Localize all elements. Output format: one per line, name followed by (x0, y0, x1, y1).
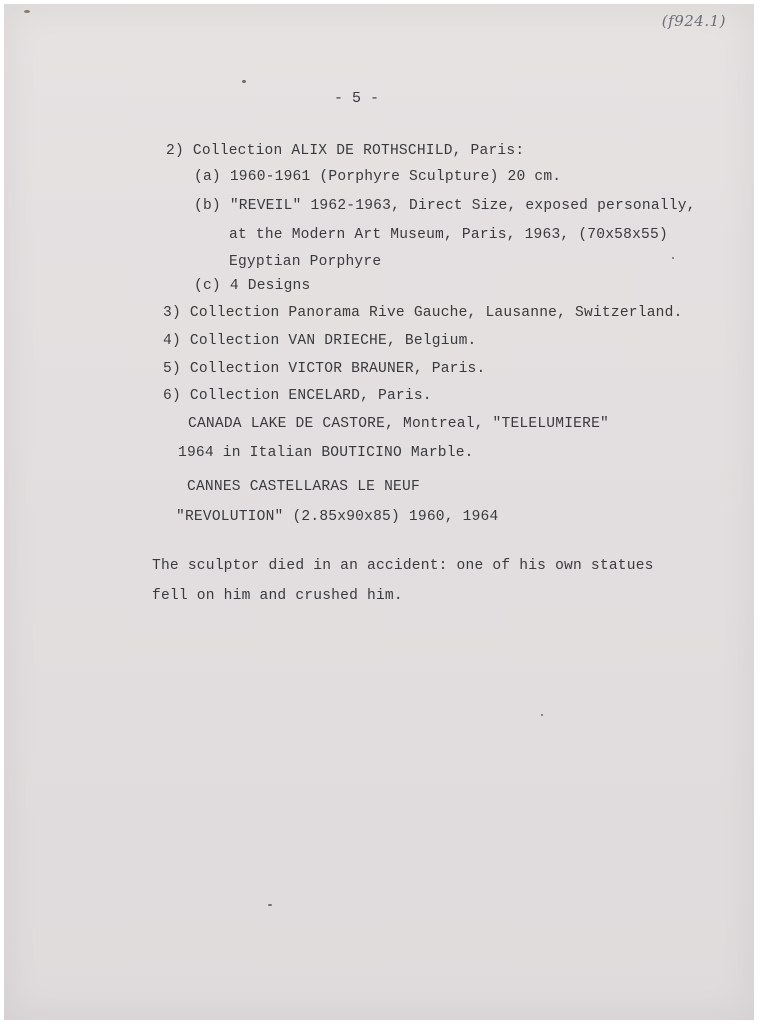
paper-speck (672, 257, 674, 259)
item-b-continuation-line: at the Modern Art Museum, Paris, 1963, (70x58x55) (229, 227, 668, 243)
item-a-line: (a) 1960-1961 (Porphyre Sculpture) 20 cm. (194, 169, 562, 185)
closing-paragraph-line-1: The sculptor died in an accident: one of his own statues (152, 558, 654, 574)
item-b-line: (b) "REVEIL" 1962-1963, Direct Size, exposed personally, (194, 198, 696, 214)
handwritten-reference-note: (f924.1) (661, 12, 726, 30)
collection-panorama-line: 3) Collection Panorama Rive Gauche, Lausanne, Switzerland. (163, 305, 683, 321)
collection-encelard-line: 6) Collection ENCELARD, Paris. (163, 388, 432, 404)
document-page (4, 4, 754, 1020)
page-number: - 5 - (334, 90, 380, 107)
collection-van-drieche-line: 4) Collection VAN DRIECHE, Belgium. (163, 333, 477, 349)
revolution-line: "REVOLUTION" (2.85x90x85) 1960, 1964 (176, 509, 499, 525)
closing-paragraph-line-2: fell on him and crushed him. (152, 588, 403, 604)
bouticino-marble-line: 1964 in Italian BOUTICINO Marble. (178, 445, 474, 461)
paper-speck (242, 80, 246, 83)
item-b-material-line: Egyptian Porphyre (229, 254, 382, 270)
cannes-line: CANNES CASTELLARAS LE NEUF (187, 479, 420, 495)
canada-line: CANADA LAKE DE CASTORE, Montreal, "TELELUMIERE" (188, 416, 610, 432)
corner-mark (24, 10, 30, 13)
item-c-line: (c) 4 Designs (194, 278, 311, 294)
paper-speck (541, 714, 543, 716)
paper-speck (268, 904, 272, 906)
collection-rothschild-line: 2) Collection ALIX DE ROTHSCHILD, Paris: (166, 143, 525, 159)
collection-victor-brauner-line: 5) Collection VICTOR BRAUNER, Paris. (163, 361, 486, 377)
